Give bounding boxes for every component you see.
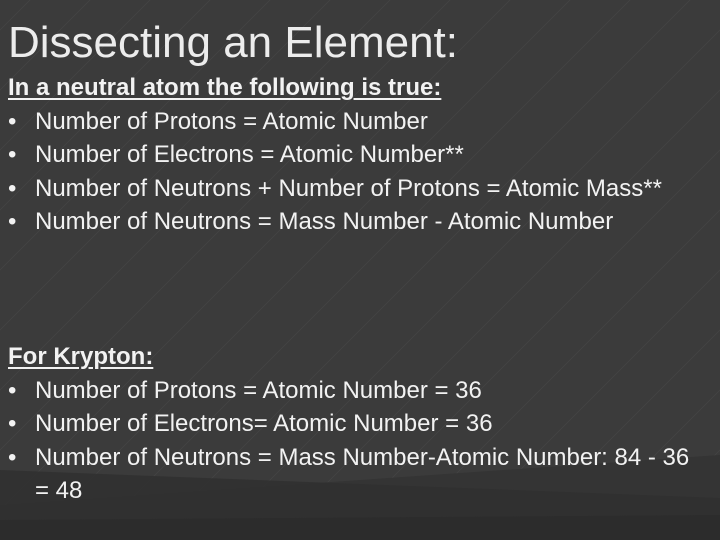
neutral-atom-bullet-list — [8, 105, 698, 239]
bullet-text: Number of Protons = Atomic Number = 36 — [35, 376, 482, 404]
krypton-bullet-list — [8, 374, 698, 508]
bullet-text: Number of Neutrons + Number of Protons = Atomic Mass** — [35, 174, 662, 202]
bullet-dot-icon: • — [8, 443, 17, 471]
bullet-text: Number of Electrons= Atomic Number = 36 — [35, 410, 493, 438]
bullet-item — [8, 205, 698, 239]
bullet-dot-icon: • — [8, 376, 17, 404]
bullet-text: Number of Neutrons = Mass Number-Atomic Number: 84 - 36 = 48 — [35, 443, 690, 505]
bullet-item — [8, 172, 698, 206]
bullet-item — [8, 374, 698, 408]
bullet-dot-icon: • — [8, 141, 17, 169]
bullet-item — [8, 105, 698, 139]
neutral-atom-section — [8, 71, 698, 239]
bullet-dot-icon: • — [8, 107, 17, 135]
bullet-dot-icon: • — [8, 208, 17, 236]
bullet-dot-icon: • — [8, 410, 17, 438]
bullet-text: Number of Protons = Atomic Number — [35, 107, 428, 135]
neutral-atom-heading: In a neutral atom the following is true: — [8, 74, 442, 101]
slide-title: Dissecting an Element: — [8, 18, 458, 67]
bullet-item — [8, 441, 698, 508]
bullet-item — [8, 138, 698, 172]
bullet-item — [8, 407, 698, 441]
bullet-dot-icon: • — [8, 174, 17, 202]
krypton-section — [8, 340, 698, 508]
krypton-heading: For Krypton: — [8, 343, 154, 370]
bullet-text: Number of Neutrons = Mass Number - Atomic Number — [35, 208, 614, 236]
bullet-text: Number of Electrons = Atomic Number** — [35, 141, 464, 169]
